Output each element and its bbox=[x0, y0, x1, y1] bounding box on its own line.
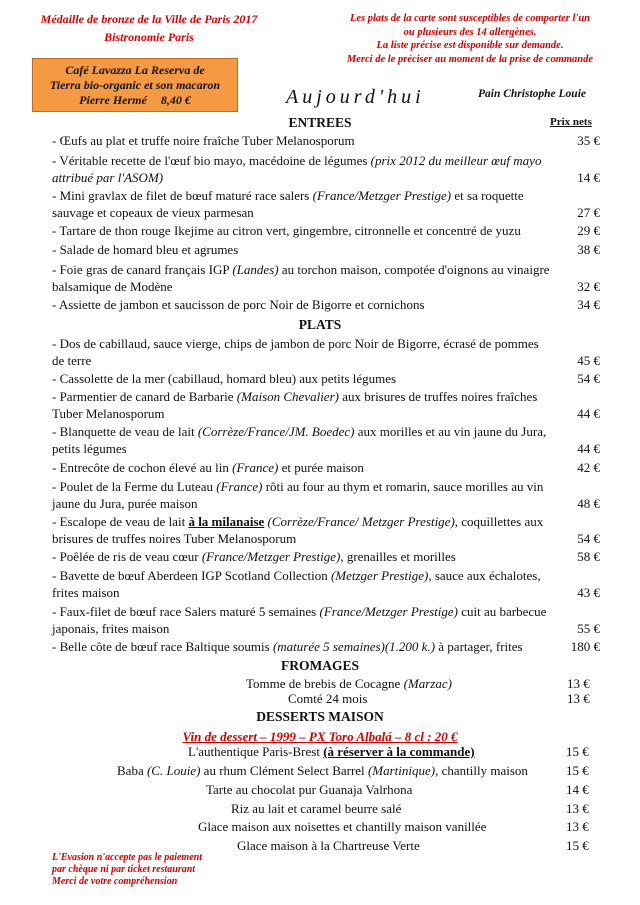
section-title-fromages: FROMAGES bbox=[280, 658, 359, 673]
coffee-pastry-name: Pierre Hermé bbox=[79, 93, 147, 107]
menu-item-description bbox=[52, 241, 552, 258]
menu-item-description bbox=[52, 187, 552, 221]
item-text: Baba bbox=[117, 763, 144, 778]
menu-item-price: 180 € bbox=[570, 639, 600, 654]
dessert-wine-offer: Vin de dessert – 1999 – PX Toro Albalá – 8 cl : 20 € bbox=[182, 729, 458, 744]
menu-item-price: 15 € bbox=[566, 838, 589, 853]
menu-item bbox=[52, 132, 600, 149]
menu-item-price: 13 € bbox=[567, 676, 590, 691]
item-text: - Cassolette de la mer (cabillaud, homard bleu) aux petits légumes bbox=[52, 371, 397, 386]
coffee-price: 8,40 € bbox=[160, 93, 191, 107]
allergen-line: La liste précise est disponible sur demande. bbox=[376, 40, 564, 51]
menu-item-price: 55 € bbox=[577, 621, 600, 636]
item-text: - Mini gravlax de filet de bœuf maturé race salers bbox=[52, 188, 310, 203]
menu-item-description bbox=[52, 423, 552, 457]
menu-item bbox=[52, 513, 600, 547]
section-title-desserts: DESSERTS MAISON bbox=[256, 709, 384, 724]
item-text: - Entrecôte de cochon élevé au lin bbox=[52, 460, 229, 475]
menu-item-description bbox=[231, 800, 401, 817]
prices-header: Prix nets bbox=[550, 116, 592, 128]
item-text: - Poulet de la Ferme du Luteau bbox=[52, 479, 214, 494]
item-text: Tarte au chocolat pur Guanaja Valrhona bbox=[206, 782, 413, 797]
allergen-line: Merci de le préciser au moment de la prise de commande bbox=[346, 53, 594, 65]
menu-item-price: 13 € bbox=[566, 801, 589, 816]
item-text: - Belle côte de bœuf race Baltique soumis bbox=[52, 639, 270, 654]
item-origin: (C. Louie) bbox=[146, 763, 201, 778]
item-origin: (France/Metzger Prestige) bbox=[319, 604, 458, 619]
menu-item-price: 54 € bbox=[577, 371, 600, 386]
payment-line: par chèque ni par ticket restaurant bbox=[52, 864, 196, 875]
item-text: Tomme de brebis de Cocagne bbox=[246, 676, 401, 691]
item-text: aux morilles et au vin jaune du Jura, petits légumes bbox=[52, 424, 547, 456]
menu-item-price: 44 € bbox=[577, 441, 600, 456]
menu-item-description bbox=[52, 567, 552, 601]
item-origin: (maturée 5 semaines)(1.200 k.) bbox=[272, 639, 436, 654]
award-line: Médaille de bronze de la Ville de Paris 2017 bbox=[40, 12, 258, 26]
page-title: Aujourd'hui bbox=[286, 86, 425, 108]
menu-item-price: 54 € bbox=[577, 531, 600, 546]
menu-item-description bbox=[52, 296, 552, 313]
item-text: - Escalope de veau de lait bbox=[52, 514, 186, 529]
payment-notice bbox=[52, 852, 202, 888]
item-origin: (Corrèze/France/JM. Boedec) bbox=[197, 424, 355, 439]
item-origin: (France/Metzger Prestige) bbox=[312, 188, 452, 203]
item-origin: (France/Metzger Prestige) bbox=[201, 549, 341, 564]
item-text: , grenailles et morilles bbox=[340, 549, 456, 564]
item-text: - Bavette de bœuf Aberdeen IGP Scotland Collection bbox=[52, 568, 328, 583]
menu-item-price: 32 € bbox=[577, 279, 600, 294]
menu-item-description bbox=[52, 388, 552, 422]
menu-item bbox=[52, 478, 600, 512]
item-text: - Parmentier de canard de Barbarie bbox=[52, 389, 234, 404]
menu-item bbox=[52, 423, 600, 457]
item-text: Riz au lait et caramel beurre salé bbox=[231, 801, 402, 816]
menu-item-price: 15 € bbox=[566, 763, 589, 778]
menu-item-description bbox=[188, 743, 475, 760]
menu-item-description bbox=[52, 603, 552, 637]
item-text: - Faux-filet de bœuf race Salers maturé 5 semaines bbox=[52, 604, 317, 619]
item-text: - Foie gras de canard français IGP bbox=[52, 262, 230, 277]
item-text: - Œufs au plat et truffe noire fraîche Tuber Melanosporum bbox=[52, 133, 355, 148]
menu-item-price: 13 € bbox=[566, 819, 589, 834]
menu-item-price: 14 € bbox=[577, 170, 600, 185]
menu-item-price: 35 € bbox=[577, 133, 600, 148]
menu-item-price: 29 € bbox=[577, 223, 600, 238]
menu-item bbox=[52, 296, 600, 313]
menu-item-price: 27 € bbox=[577, 205, 600, 220]
menu-item-price: 48 € bbox=[577, 496, 600, 511]
item-text: - Salade de homard bleu et agrumes bbox=[52, 242, 239, 257]
menu-item-description bbox=[288, 690, 367, 707]
allergen-line: ou plusieurs des 14 allergènes. bbox=[403, 26, 537, 38]
menu-item-description bbox=[237, 837, 420, 854]
item-text: Comté 24 mois bbox=[288, 691, 368, 706]
menu-item-description bbox=[52, 513, 552, 547]
item-text: , sauce aux échalotes, frites maison bbox=[52, 568, 541, 600]
item-text: cuit au barbecue japonais, frites maison bbox=[52, 604, 547, 636]
coffee-line: Café Lavazza La Reserva de bbox=[65, 63, 205, 77]
award-notice bbox=[18, 10, 280, 46]
item-text: rôti au four au thym et romarin, sauce morilles au vin jaune du Jura, purée maison bbox=[52, 479, 544, 511]
item-text: - Assiette de jambon et saucisson de porc Noir de Bigorre et cornichons bbox=[52, 297, 425, 312]
bread-supplier: Pain Christophe Louie bbox=[478, 88, 586, 100]
payment-line: Merci de votre compréhension bbox=[52, 876, 178, 887]
menu-item-description bbox=[52, 548, 552, 565]
item-text: aux brisures de truffes noires fraîches Tuber Melanosporum bbox=[52, 389, 538, 421]
menu-item-price: 15 € bbox=[566, 744, 589, 759]
item-text: - Blanquette de veau de lait bbox=[52, 424, 195, 439]
item-text: et sa roquette sauvage et copeaux de vieux parmesan bbox=[52, 188, 524, 220]
menu-item bbox=[52, 241, 600, 258]
item-origin: (Metzger Prestige) bbox=[330, 568, 429, 583]
coffee-line: Tierra bio-organic et son macaron bbox=[49, 78, 221, 92]
menu-item-price: 13 € bbox=[567, 691, 590, 706]
menu-item-description bbox=[52, 370, 552, 387]
menu-item-description bbox=[52, 478, 552, 512]
item-emphasis: (à réserver à la commande) bbox=[323, 744, 475, 759]
menu-item bbox=[52, 370, 600, 387]
menu-item bbox=[52, 222, 600, 239]
menu-item bbox=[52, 548, 600, 565]
item-text: , coquillettes aux brisures de truffes noires Tuber Melanosporum bbox=[52, 514, 544, 546]
menu-item-price: 58 € bbox=[577, 549, 600, 564]
menu-item-description bbox=[52, 152, 552, 186]
menu-item-description bbox=[52, 222, 552, 239]
menu-item-price: 43 € bbox=[577, 585, 600, 600]
coffee-price-line bbox=[39, 93, 231, 108]
item-text: , chantilly maison bbox=[435, 763, 528, 778]
item-origin: (Maison Chevalier) bbox=[236, 389, 339, 404]
menu-item bbox=[52, 388, 600, 422]
menu-item-price: 38 € bbox=[577, 242, 600, 257]
menu-item-price: 42 € bbox=[577, 460, 600, 475]
menu-item-description bbox=[52, 638, 552, 655]
menu-item bbox=[52, 335, 600, 369]
menu-item-price: 44 € bbox=[577, 406, 600, 421]
item-text: Glace maison aux noisettes et chantilly maison vanillée bbox=[198, 819, 487, 834]
menu-item bbox=[52, 638, 600, 655]
item-origin: (Marzac) bbox=[403, 676, 452, 691]
menu-item bbox=[52, 152, 600, 186]
item-text: Glace maison à la Chartreuse Verte bbox=[237, 838, 420, 853]
menu-item bbox=[52, 261, 600, 295]
menu-item-price: 34 € bbox=[577, 297, 600, 312]
item-text: - Véritable recette de l'œuf bio mayo, macédoine de légumes bbox=[52, 153, 368, 168]
allergen-line: Les plats de la carte sont susceptibles de comporter l'un bbox=[349, 13, 591, 24]
item-text: - Poêlée de ris de veau cœur bbox=[52, 549, 199, 564]
item-origin: (France) bbox=[216, 479, 263, 494]
item-origin: (Martinique) bbox=[367, 763, 436, 778]
menu-item bbox=[52, 567, 600, 601]
menu-item-description bbox=[206, 781, 412, 798]
menu-item-description bbox=[52, 459, 552, 476]
menu-item-description bbox=[52, 335, 552, 369]
item-text: au torchon maison, compotée d'oignons au vinaigre balsamique de Modène bbox=[52, 262, 550, 294]
section-title-plats: PLATS bbox=[298, 317, 342, 332]
allergen-notice bbox=[315, 12, 625, 66]
menu-item-description bbox=[198, 818, 486, 835]
item-text: L'authentique Paris-Brest bbox=[188, 744, 320, 759]
item-text: au rhum Clément Select Barrel bbox=[203, 763, 365, 778]
menu-item-price: 45 € bbox=[577, 353, 600, 368]
menu-item-description bbox=[52, 132, 552, 149]
menu-item-description bbox=[117, 762, 528, 779]
payment-line: L'Evasion n'accepte pas le paiement bbox=[52, 852, 202, 863]
coffee-promo-box bbox=[32, 58, 238, 112]
menu-item bbox=[52, 459, 600, 476]
item-emphasis: à la milanaise bbox=[188, 514, 265, 529]
menu-item bbox=[52, 187, 600, 221]
menu-item-description bbox=[52, 261, 552, 295]
item-origin: (France) bbox=[232, 460, 279, 475]
item-origin: (Corrèze/France/ Metzger Prestige) bbox=[267, 514, 455, 529]
section-title-entrees: ENTREES bbox=[288, 115, 352, 130]
item-text: à partager, frites bbox=[438, 639, 523, 654]
menu-item bbox=[52, 603, 600, 637]
award-line: Bistronomie Paris bbox=[104, 30, 194, 44]
menu-item-price: 14 € bbox=[566, 782, 589, 797]
item-origin: (Landes) bbox=[232, 262, 279, 277]
item-text: et purée maison bbox=[281, 460, 364, 475]
item-text: - Dos de cabillaud, sauce vierge, chips de jambon de porc Noir de Bigorre, écrasé de pommes de terre bbox=[52, 336, 539, 368]
item-text: - Tartare de thon rouge Ikejime au citron vert, gingembre, citronnelle et concentré de yuzu bbox=[52, 223, 521, 238]
item-origin: (prix 2012 du meilleur œuf mayo attribué par l'ASOM) bbox=[52, 153, 542, 185]
